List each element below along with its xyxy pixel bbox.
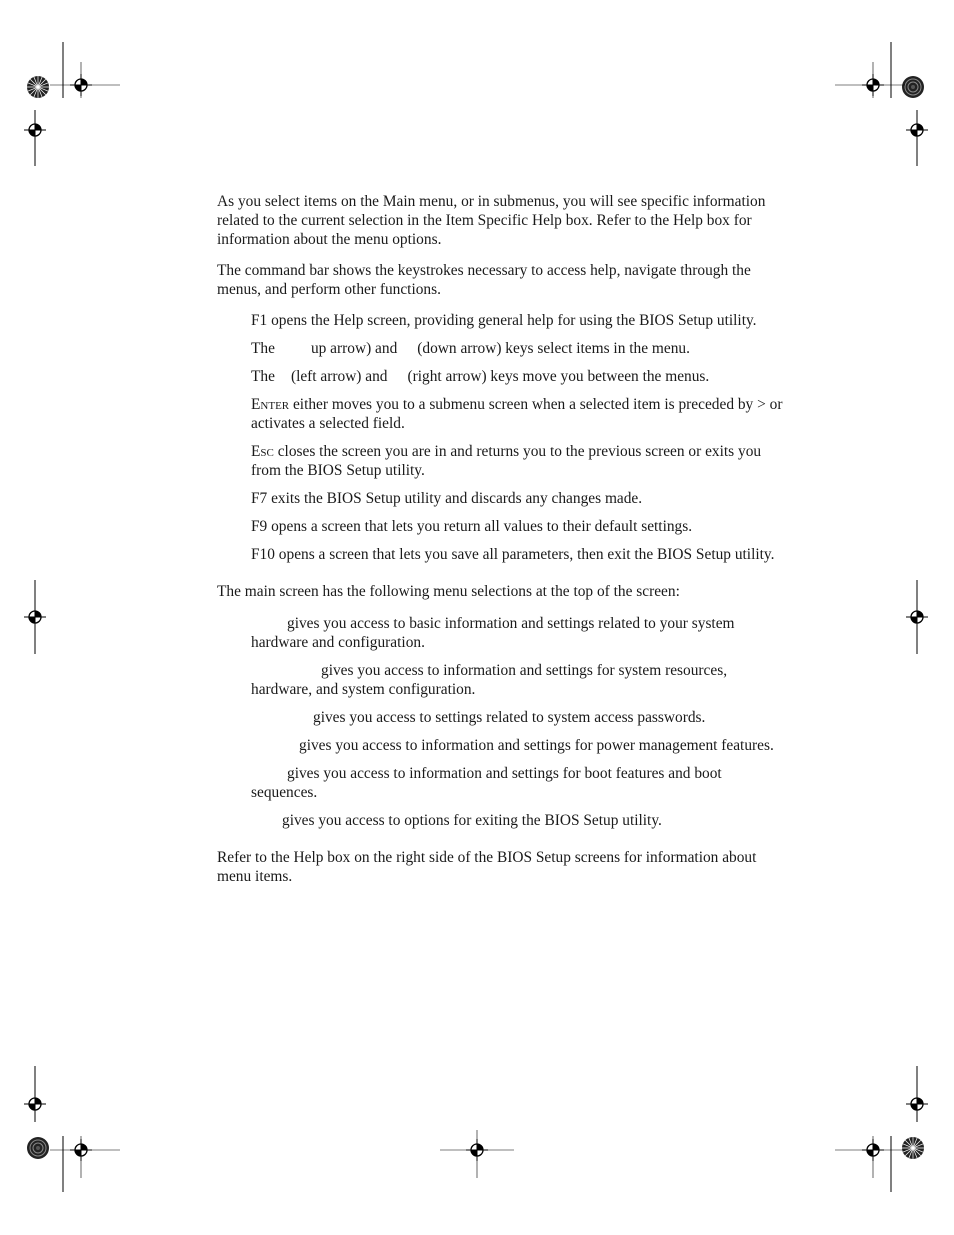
menu-boot-item <box>251 764 787 802</box>
body-text <box>217 192 787 898</box>
enter-key-label: Enter <box>251 396 290 413</box>
menu-advanced-item <box>251 661 787 699</box>
leftright-mid2: (right arrow) keys move you between the menus. <box>407 368 710 385</box>
menu-exit-text: gives you access to options for exiting the BIOS Setup utility. <box>282 812 662 829</box>
leftright-mid1: (left arrow) and <box>290 368 388 385</box>
menu-security-text: gives you access to settings related to system access passwords. <box>313 709 706 726</box>
closing-paragraph: Refer to the Help box on the right side of the BIOS Setup screens for information about menu items. <box>217 849 757 885</box>
key-f10-item: F10 opens a screen that lets you save all parameters, then exit the BIOS Setup utility. <box>251 546 775 563</box>
menu-main-item <box>251 614 787 652</box>
intro-paragraph-2: The command bar shows the keystrokes necessary to access help, navigate through the menus, and perform other functions. <box>217 262 751 298</box>
menu-main-text: gives you access to basic information and settings related to your system hardware and configuration. <box>251 615 735 651</box>
menu-intro-paragraph: The main screen has the following menu selections at the top of the screen: <box>217 583 680 600</box>
menu-exit-item <box>251 811 787 830</box>
menu-advanced-text: gives you access to information and settings for system resources, hardware, and system configuration. <box>251 662 728 698</box>
keystroke-list <box>251 311 787 564</box>
key-updown-item <box>251 339 787 358</box>
esc-key-label: Esc <box>251 443 274 460</box>
menu-power-text: gives you access to information and settings for power management features. <box>299 737 774 754</box>
menu-selection-list <box>251 614 787 830</box>
esc-key-text: closes the screen you are in and returns you to the previous screen or exits you from the BIOS Setup utility. <box>251 443 762 479</box>
key-enter-item <box>251 395 787 433</box>
key-f1-item: F1 opens the Help screen, providing general help for using the BIOS Setup utility. <box>251 312 757 329</box>
updown-mid2: (down arrow) keys select items in the menu. <box>417 340 690 357</box>
menu-power-item <box>251 736 787 755</box>
key-leftright-item <box>251 367 787 386</box>
key-esc-item <box>251 442 787 480</box>
menu-boot-text: gives you access to information and settings for boot features and boot sequences. <box>251 765 722 801</box>
enter-key-text: either moves you to a submenu screen when a selected item is preceded by > or activates a selected field. <box>251 396 783 432</box>
updown-pre: The <box>251 340 275 357</box>
key-f7-item: F7 exits the BIOS Setup utility and discards any changes made. <box>251 490 643 507</box>
updown-mid1: up arrow) and <box>310 340 398 357</box>
menu-security-item <box>251 708 787 727</box>
leftright-pre: The <box>251 368 275 385</box>
intro-paragraph-1: As you select items on the Main menu, or in submenus, you will see specific information related to the current selection in the Item Specific Help box. Refer to the Help box for information about the menu options. <box>217 193 766 248</box>
key-f9-item: F9 opens a screen that lets you return all values to their default settings. <box>251 518 693 535</box>
